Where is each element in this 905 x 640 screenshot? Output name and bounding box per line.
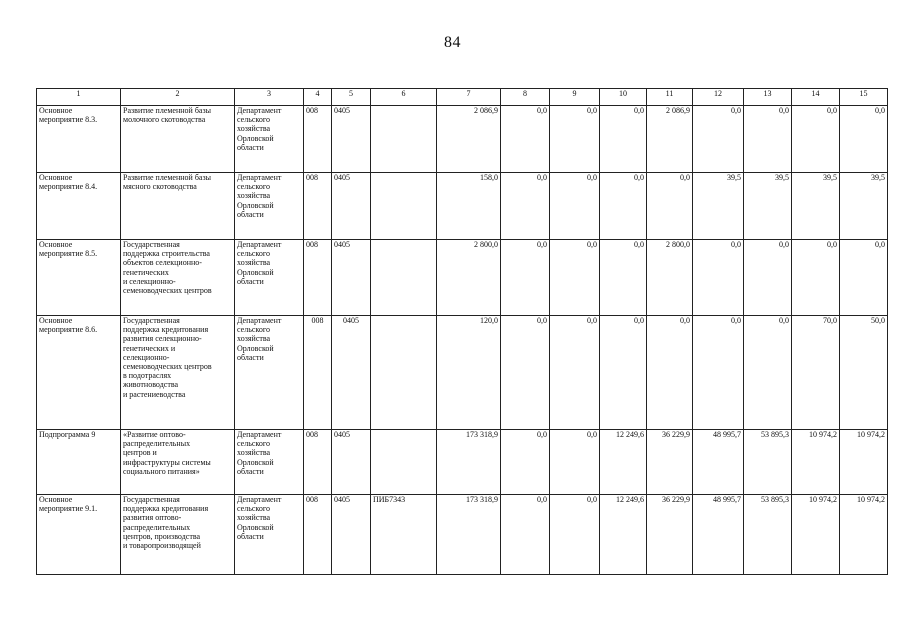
cell-value: 48 995,7 xyxy=(693,430,744,495)
cell-value: 0,0 xyxy=(550,495,600,575)
cell-code-target: ПИБ7343 xyxy=(371,495,437,575)
cell-total: 2 800,0 xyxy=(437,240,501,316)
cell-value: 0,0 xyxy=(600,240,647,316)
cell-code-section: 0405 xyxy=(332,316,371,430)
cell-code-section: 0405 xyxy=(332,173,371,240)
row-executor: Департамент сельского хозяйства Орловской области xyxy=(235,240,304,316)
row-executor: Департамент сельского хозяйства Орловской области xyxy=(235,173,304,240)
cell-value: 0,0 xyxy=(647,316,693,430)
cell-code-ministry: 008 xyxy=(304,495,332,575)
column-header: 2 xyxy=(121,89,235,106)
row-description: Государственная поддержка кредитования развития селекционно- генетических и селекционно- семеноводческих центров в подотраслях животноводства и растениеводства xyxy=(121,316,235,430)
table-row xyxy=(37,240,888,316)
cell-code-target xyxy=(371,240,437,316)
column-header: 13 xyxy=(744,89,792,106)
cell-value: 0,0 xyxy=(792,240,840,316)
row-executor: Департамент сельского хозяйства Орловской области xyxy=(235,430,304,495)
cell-code-ministry: 008 xyxy=(304,173,332,240)
column-header: 14 xyxy=(792,89,840,106)
row-executor: Департамент сельского хозяйства Орловской области xyxy=(235,106,304,173)
cell-value: 0,0 xyxy=(840,106,888,173)
row-description: «Развитие оптово- распределительных центров и инфраструктуры системы социального питания» xyxy=(121,430,235,495)
column-header: 1 xyxy=(37,89,121,106)
cell-value: 39,5 xyxy=(693,173,744,240)
cell-value: 0,0 xyxy=(647,173,693,240)
cell-code-target xyxy=(371,173,437,240)
table-row xyxy=(37,316,888,430)
cell-total: 120,0 xyxy=(437,316,501,430)
cell-value: 39,5 xyxy=(792,173,840,240)
cell-total: 173 318,9 xyxy=(437,495,501,575)
cell-code-section: 0405 xyxy=(332,495,371,575)
cell-value: 0,0 xyxy=(792,106,840,173)
cell-code-ministry: 008 xyxy=(304,240,332,316)
cell-code-ministry: 008 xyxy=(304,106,332,173)
cell-value: 0,0 xyxy=(550,430,600,495)
row-description: Государственная поддержка кредитования развития оптово- распределительных центров, производства и товаропроизводящей xyxy=(121,495,235,575)
cell-value: 0,0 xyxy=(501,173,550,240)
cell-value: 0,0 xyxy=(744,316,792,430)
cell-value: 0,0 xyxy=(501,430,550,495)
column-header: 12 xyxy=(693,89,744,106)
cell-code-section: 0405 xyxy=(332,106,371,173)
row-executor: Департамент сельского хозяйства Орловской области xyxy=(235,316,304,430)
cell-value: 39,5 xyxy=(840,173,888,240)
cell-value: 0,0 xyxy=(501,240,550,316)
row-name: Основное мероприятие 9.1. xyxy=(37,495,121,575)
table-row xyxy=(37,106,888,173)
cell-value: 2 086,9 xyxy=(647,106,693,173)
cell-value: 0,0 xyxy=(744,106,792,173)
cell-value: 48 995,7 xyxy=(693,495,744,575)
cell-value: 0,0 xyxy=(550,106,600,173)
cell-code-target xyxy=(371,316,437,430)
cell-code-ministry: 008 xyxy=(304,316,332,430)
row-name: Основное мероприятие 8.6. xyxy=(37,316,121,430)
table-row xyxy=(37,430,888,495)
column-header: 4 xyxy=(304,89,332,106)
cell-value: 0,0 xyxy=(693,106,744,173)
cell-value: 10 974,2 xyxy=(792,430,840,495)
cell-value: 0,0 xyxy=(501,106,550,173)
cell-total: 158,0 xyxy=(437,173,501,240)
row-description: Развитие племенной базы молочного скотоводства xyxy=(121,106,235,173)
cell-value: 0,0 xyxy=(600,316,647,430)
cell-value: 36 229,9 xyxy=(647,430,693,495)
cell-value: 0,0 xyxy=(600,106,647,173)
cell-value: 10 974,2 xyxy=(792,495,840,575)
column-header: 10 xyxy=(600,89,647,106)
cell-code-section: 0405 xyxy=(332,240,371,316)
cell-value: 2 800,0 xyxy=(647,240,693,316)
cell-code-target xyxy=(371,106,437,173)
column-header: 7 xyxy=(437,89,501,106)
cell-code-target xyxy=(371,430,437,495)
cell-value: 0,0 xyxy=(501,316,550,430)
column-header: 3 xyxy=(235,89,304,106)
cell-value: 0,0 xyxy=(550,173,600,240)
cell-value: 0,0 xyxy=(693,240,744,316)
budget-table xyxy=(36,88,888,575)
cell-value: 50,0 xyxy=(840,316,888,430)
cell-value: 0,0 xyxy=(600,173,647,240)
column-header: 9 xyxy=(550,89,600,106)
column-header: 8 xyxy=(501,89,550,106)
cell-value: 36 229,9 xyxy=(647,495,693,575)
table-row xyxy=(37,173,888,240)
header-row xyxy=(37,89,888,106)
cell-value: 53 895,3 xyxy=(744,430,792,495)
row-executor: Департамент сельского хозяйства Орловской области xyxy=(235,495,304,575)
table-row xyxy=(37,495,888,575)
cell-value: 0,0 xyxy=(550,240,600,316)
cell-value: 0,0 xyxy=(501,495,550,575)
cell-value: 12 249,6 xyxy=(600,495,647,575)
row-description: Развитие племенной базы мясного скотоводства xyxy=(121,173,235,240)
row-name: Основное мероприятие 8.4. xyxy=(37,173,121,240)
cell-value: 53 895,3 xyxy=(744,495,792,575)
cell-value: 0,0 xyxy=(840,240,888,316)
cell-value: 39,5 xyxy=(744,173,792,240)
page-number: 84 xyxy=(444,34,461,51)
row-name: Основное мероприятие 8.3. xyxy=(37,106,121,173)
cell-value: 10 974,2 xyxy=(840,495,888,575)
column-header: 15 xyxy=(840,89,888,106)
row-name: Подпрограмма 9 xyxy=(37,430,121,495)
column-header: 11 xyxy=(647,89,693,106)
cell-total: 173 318,9 xyxy=(437,430,501,495)
cell-value: 10 974,2 xyxy=(840,430,888,495)
cell-total: 2 086,9 xyxy=(437,106,501,173)
cell-code-ministry: 008 xyxy=(304,430,332,495)
cell-value: 70,0 xyxy=(792,316,840,430)
column-header: 5 xyxy=(332,89,371,106)
cell-value: 0,0 xyxy=(550,316,600,430)
column-header: 6 xyxy=(371,89,437,106)
cell-value: 12 249,6 xyxy=(600,430,647,495)
cell-value: 0,0 xyxy=(693,316,744,430)
row-description: Государственная поддержка строительства объектов селекционно- генетических и селекционно- семеноводческих центров xyxy=(121,240,235,316)
row-name: Основное мероприятие 8.5. xyxy=(37,240,121,316)
cell-value: 0,0 xyxy=(744,240,792,316)
cell-code-section: 0405 xyxy=(332,430,371,495)
